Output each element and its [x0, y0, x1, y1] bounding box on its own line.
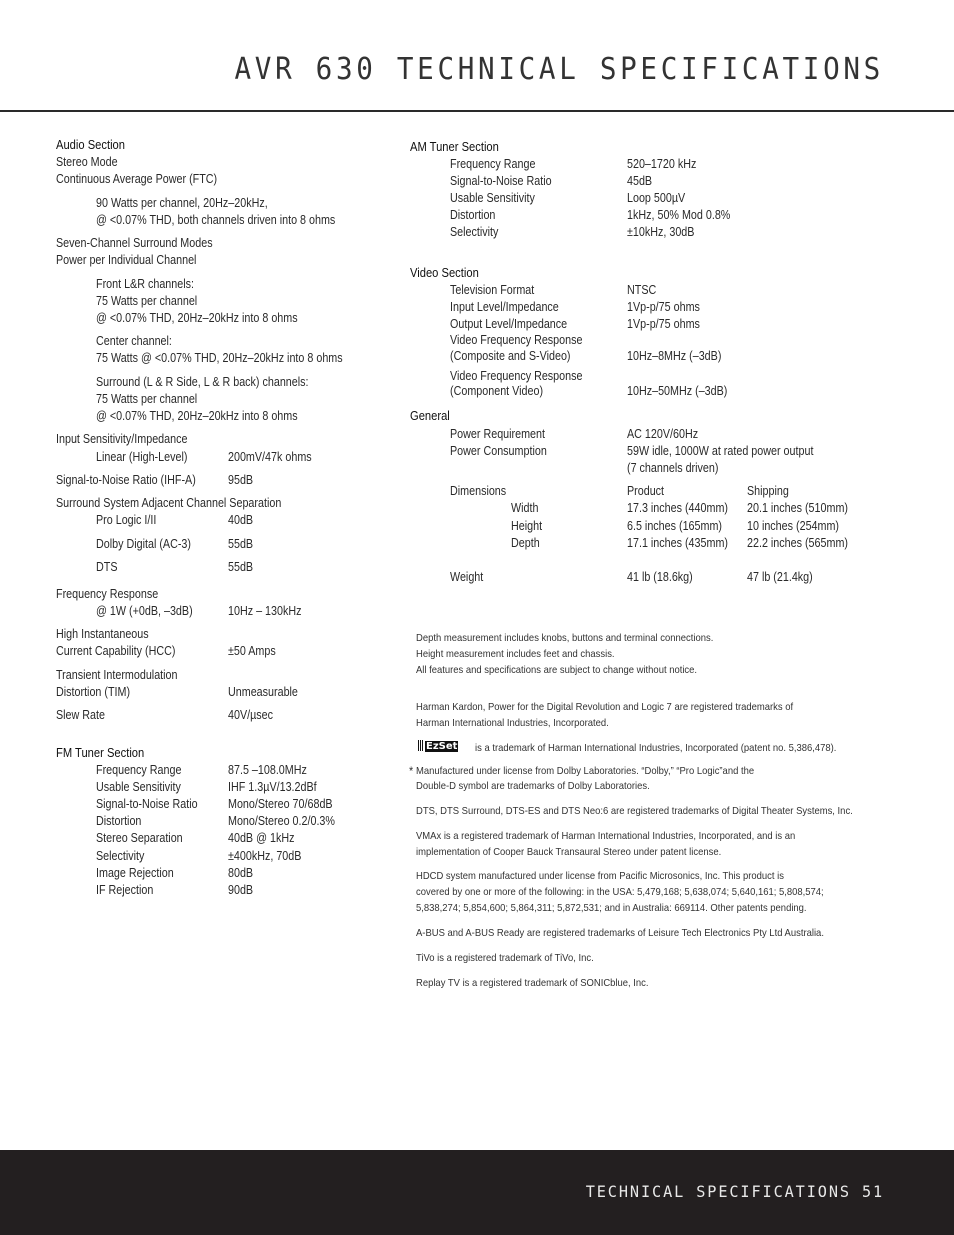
am-row-label: Selectivity [450, 225, 499, 239]
center-line1: Center channel: [96, 334, 172, 348]
fm-row-label: Frequency Range [96, 763, 182, 777]
fm-row-value: 80dB [228, 866, 254, 880]
prologic-label: Pro Logic I/II [96, 513, 157, 527]
snr-value: 95dB [228, 473, 254, 487]
video-row-value: 1Vp-p/75 ohms [627, 317, 700, 331]
weight-product: 41 lb (18.6kg) [627, 570, 693, 584]
footer-label: TECHNICAL SPECIFICATIONS 51 [585, 1182, 884, 1201]
slew-rate-label: Slew Rate [56, 708, 106, 722]
front-line2: 75 Watts per channel [96, 294, 198, 308]
video-row-label: Output Level/Impedance [450, 317, 568, 331]
trademark-harman-line2: Harman International Industries, Incorporated. [416, 717, 609, 729]
frequency-condition: @ 1W (+0dB, –3dB) [96, 604, 193, 618]
am-row-label: Frequency Range [450, 157, 536, 171]
fm-row-value: 87.5 –108.0MHz [228, 763, 307, 777]
seven-channel-label: Seven-Channel Surround Modes [56, 236, 213, 250]
hcc-line2: Current Capability (HCC) [56, 644, 176, 658]
video-section-heading: Video Section [410, 265, 479, 280]
dimension-product: 17.1 inches (435mm) [627, 536, 728, 550]
surround-line3: @ <0.07% THD, 20Hz–20kHz into 8 ohms [96, 409, 298, 423]
dimensions-label: Dimensions [450, 484, 507, 498]
dts-value: 55dB [228, 560, 254, 574]
dimension-shipping: 22.2 inches (565mm) [747, 536, 848, 550]
note-depth: Depth measurement includes knobs, buttons and terminal connections. [416, 632, 714, 644]
front-line1: Front L&R channels: [96, 277, 194, 291]
trademark-vmax-line2: implementation of Cooper Bauck Transaural Stereo under patent license. [416, 846, 722, 858]
front-line3: @ <0.07% THD, 20Hz–20kHz into 8 ohms [96, 311, 298, 325]
fm-row-label: Stereo Separation [96, 831, 183, 845]
fm-row-label: Image Rejection [96, 866, 174, 880]
vfr1-line1: Video Frequency Response [450, 333, 583, 347]
am-row-value: 520–1720 kHz [627, 157, 697, 171]
am-tuner-heading: AM Tuner Section [410, 139, 499, 154]
fm-row-value: Mono/Stereo 0.2/0.3% [228, 814, 335, 828]
surround-line1: Surround (L & R Side, L & R back) channels: [96, 375, 309, 389]
separation-heading: Surround System Adjacent Channel Separation [56, 496, 282, 510]
weight-label: Weight [450, 570, 484, 584]
dimension-shipping: 10 inches (254mm) [747, 519, 840, 533]
dimension-label: Depth [511, 536, 540, 550]
am-row-value: 1kHz, 50% Mod 0.8% [627, 208, 731, 222]
tim-line2: Distortion (TIM) [56, 685, 131, 699]
prologic-value: 40dB [228, 513, 254, 527]
continuous-power-label: Continuous Average Power (FTC) [56, 172, 218, 186]
dimension-product: 6.5 inches (165mm) [627, 519, 723, 533]
trademark-hdcd-line2: covered by one or more of the following: in the USA: 5,479,168; 5,638,074; 5,640,161; 5,808,574; [416, 886, 824, 898]
hcc-line1: High Instantaneous [56, 627, 149, 641]
am-row-value: Loop 500µV [627, 191, 686, 205]
hcc-value: ±50 Amps [228, 644, 276, 658]
video-row-value: NTSC [627, 283, 657, 297]
trademark-dts: DTS, DTS Surround, DTS-ES and DTS Neo:6 are registered trademarks of Digital Theater Systems, Inc. [416, 805, 853, 817]
trademark-dolby-line2: Double-D symbol are trademarks of Dolby Laboratories. [416, 780, 650, 792]
vfr1-value: 10Hz–8MHz (–3dB) [627, 349, 722, 363]
dolby-digital-value: 55dB [228, 537, 254, 551]
fm-row-value: 90dB [228, 883, 254, 897]
fm-row-label: Usable Sensitivity [96, 780, 181, 794]
trademark-hdcd-line1: HDCD system manufactured under license from Pacific Microsonics, Inc. This product is [416, 870, 784, 882]
dolby-digital-label: Dolby Digital (AC-3) [96, 537, 191, 551]
power-requirement-value: AC 120V/60Hz [627, 427, 699, 441]
fm-row-value: IHF 1.3µV/13.2dBf [228, 780, 317, 794]
input-sensitivity-label: Input Sensitivity/Impedance [56, 432, 188, 446]
video-row-value: 1Vp-p/75 ohms [627, 300, 700, 314]
linear-value: 200mV/47k ohms [228, 450, 312, 464]
vfr2-line1: Video Frequency Response [450, 369, 583, 383]
power-consumption-note: (7 channels driven) [627, 461, 719, 475]
dimensions-shipping-header: Shipping [747, 484, 789, 498]
frequency-response-label: Frequency Response [56, 587, 159, 601]
fm-row-label: Signal-to-Noise Ratio [96, 797, 198, 811]
ezset-bars-icon [418, 740, 424, 754]
weight-shipping: 47 lb (21.4kg) [747, 570, 813, 584]
vfr2-value: 10Hz–50MHz (–3dB) [627, 384, 728, 398]
trademark-harman-line1: Harman Kardon, Power for the Digital Revolution and Logic 7 are registered trademarks of [416, 701, 794, 713]
trademark-abus: A-BUS and A-BUS Ready are registered trademarks of Leisure Tech Electronics Pty Ltd Australia. [416, 927, 824, 939]
note-height: Height measurement includes feet and chassis. [416, 648, 615, 660]
am-row-label: Usable Sensitivity [450, 191, 535, 205]
am-row-value: ±10kHz, 30dB [627, 225, 695, 239]
page-footer [0, 1150, 954, 1235]
trademark-tivo: TiVo is a registered trademark of TiVo, Inc. [416, 952, 594, 964]
tim-value: Unmeasurable [228, 685, 298, 699]
fm-row-label: IF Rejection [96, 883, 154, 897]
stereo-power-line1: 90 Watts per channel, 20Hz–20kHz, [96, 196, 268, 210]
dolby-asterisk: * [409, 764, 414, 778]
dimension-shipping: 20.1 inches (510mm) [747, 501, 848, 515]
video-row-label: Television Format [450, 283, 535, 297]
slew-rate-value: 40V/µsec [228, 708, 274, 722]
power-consumption-value: 59W idle, 1000W at rated power output [627, 444, 814, 458]
note-change: All features and specifications are subject to change without notice. [416, 664, 698, 676]
tim-line1: Transient Intermodulation [56, 668, 178, 682]
video-row-label: Input Level/Impedance [450, 300, 559, 314]
fm-row-value: ±400kHz, 70dB [228, 849, 302, 863]
fm-tuner-heading: FM Tuner Section [56, 745, 145, 760]
fm-row-value: 40dB @ 1kHz [228, 831, 295, 845]
stereo-mode-label: Stereo Mode [56, 155, 118, 169]
center-line2: 75 Watts @ <0.07% THD, 20Hz–20kHz into 8 ohms [96, 351, 343, 365]
am-row-label: Distortion [450, 208, 496, 222]
am-row-value: 45dB [627, 174, 653, 188]
audio-section-heading: Audio Section [56, 137, 126, 152]
dimension-product: 17.3 inches (440mm) [627, 501, 728, 515]
power-consumption-label: Power Consumption [450, 444, 547, 458]
am-row-label: Signal-to-Noise Ratio [450, 174, 552, 188]
surround-line2: 75 Watts per channel [96, 392, 198, 406]
vfr2-line2: (Component Video) [450, 384, 544, 398]
dimensions-product-header: Product [627, 484, 665, 498]
linear-label: Linear (High-Level) [96, 450, 188, 464]
fm-row-value: Mono/Stereo 70/68dB [228, 797, 333, 811]
dimension-label: Width [511, 501, 539, 515]
stereo-power-line2: @ <0.07% THD, both channels driven into 8 ohms [96, 213, 336, 227]
vfr1-line2: (Composite and S-Video) [450, 349, 571, 363]
trademark-hdcd-line3: 5,838,274; 5,854,600; 5,864,311; 5,872,531; and in Australia: 669114. Other patents pending. [416, 902, 807, 914]
snr-label: Signal-to-Noise Ratio (IHF-A) [56, 473, 196, 487]
power-requirement-label: Power Requirement [450, 427, 546, 441]
power-individual-label: Power per Individual Channel [56, 253, 197, 267]
trademark-vmax-line1: VMAx is a registered trademark of Harman International Industries, Incorporated, and is an [416, 830, 796, 842]
trademark-replay: Replay TV is a registered trademark of SONICblue, Inc. [416, 977, 649, 989]
trademark-dolby-line1: Manufactured under license from Dolby Laboratories. “Dolby,” “Pro Logic”and the [416, 765, 755, 777]
dimension-label: Height [511, 519, 543, 533]
fm-row-label: Distortion [96, 814, 142, 828]
header-rule [0, 110, 954, 112]
page-title: AVR 630 TECHNICAL SPECIFICATIONS [234, 52, 884, 87]
ezset-logo [418, 740, 458, 753]
trademark-ezset: is a trademark of Harman International Industries, Incorporated (patent no. 5,386,478). [475, 742, 837, 754]
frequency-value: 10Hz – 130kHz [228, 604, 302, 618]
dts-label: DTS [96, 560, 118, 574]
general-heading: General [410, 408, 450, 423]
ezset-logo-text: EzSet [426, 741, 458, 752]
fm-row-label: Selectivity [96, 849, 145, 863]
